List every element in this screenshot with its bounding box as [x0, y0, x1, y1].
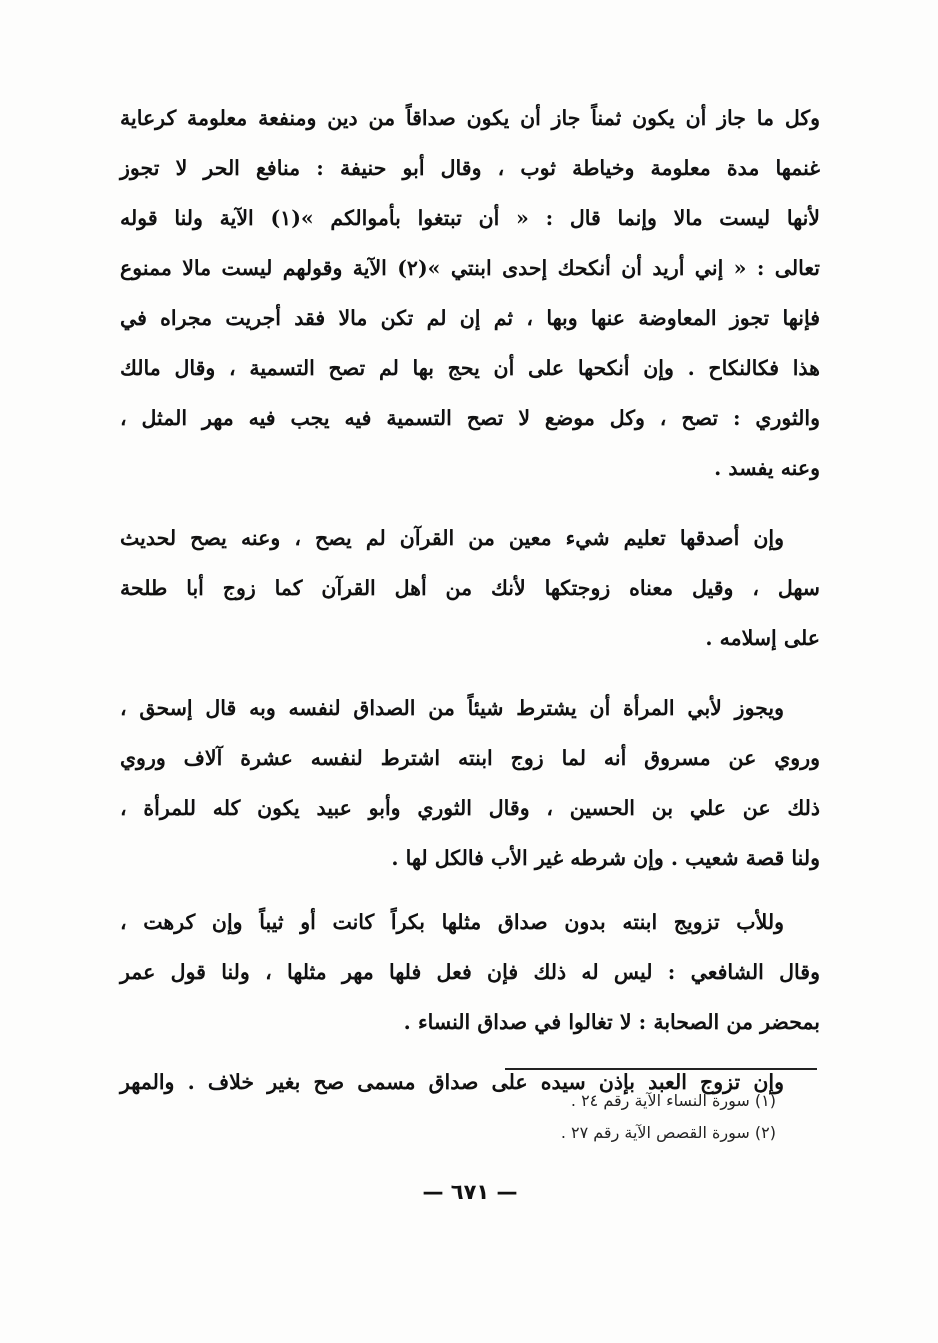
text-line: فإنها تجوز المعاوضة عنها وبها ، ثم إن لم تكن مالا فقد أجريت مجراه في: [120, 306, 820, 330]
text-line: وكل ما جاز أن يكون ثمناً جاز أن يكون صداقاً من دين ومنفعة معلومة كرعاية: [120, 106, 820, 130]
text-line: وللأب تزويج ابنته بدون صداق مثلها بكراً كانت أو ثيباً وإن كرهت ،: [120, 910, 784, 934]
footnotes: [460, 1085, 776, 1149]
text-line: غنمها مدة معلومة وخياطة ثوب ، وقال أبو حنيفة : منافع الحر لا تجوز: [120, 156, 820, 180]
text-line: وإن أصدقها تعليم شيء معين من القرآن لم يصح ، وعنه يصح لحديث: [120, 526, 784, 550]
text-line: تعالى : « إني أريد أن أنكحك إحدى ابنتي »(٢) الآية وقولهم ليست مالا ممنوع: [120, 256, 820, 280]
text-line: وقال الشافعي : ليس له ذلك فإن فعل فلها مهر مثلها ، ولنا قول عمر: [120, 960, 820, 984]
paragraph: [120, 683, 820, 883]
footnote: (٢) سورة القصص الآية رقم ٢٧ .: [560, 1123, 776, 1142]
text-line: ذلك عن علي بن الحسين ، وقال الثوري وأبو عبيد يكون كله للمرأة ،: [120, 796, 820, 820]
paragraph: [120, 513, 820, 663]
footnote-divider: [505, 1068, 817, 1070]
paragraph: [120, 93, 820, 493]
text-line: على إسلامه .: [705, 626, 820, 650]
text-line: سهل ، وقيل معناه زوجتكها لأنك من أهل القرآن كما زوج أبا طلحة: [120, 576, 820, 600]
paragraph: [120, 897, 820, 1047]
text-line: وعنه يفسد .: [714, 456, 820, 480]
text-line: والثوري : تصح ، وكل موضع لا تصح التسمية فيه يجب فيه مهر المثل ،: [120, 406, 820, 430]
text-line: هذا فكالنكاح . وإن أنكحها على أن يحج بها لم تصح التسمية ، وقال مالك: [120, 356, 820, 380]
text-line: بمحضر من الصحابة : لا تغالوا في صداق النساء .: [403, 1010, 820, 1034]
text-line: وإن تزوج العبد بإذن سيده على صداق مسمى صح بغير خلاف . والمهر: [120, 1070, 784, 1094]
page-number: — ٦٧١ —: [422, 1180, 518, 1204]
text-line: ويجوز لأبي المرأة أن يشترط شيئاً من الصداق لنفسه وبه قال إسحق ،: [120, 696, 784, 720]
text-line: لأنها ليست مالا وإنما قال : « أن تبتغوا بأموالكم »(١) الآية ولنا قوله: [120, 206, 820, 230]
footnote: (١) سورة النساء الآية رقم ٢٤ .: [570, 1091, 776, 1110]
text-line: ولنا قصة شعيب . وإن شرطه غير الأب فالكل لها .: [391, 846, 820, 870]
text-line: وروي عن مسروق أنه لما زوج ابنته اشترط لنفسه عشرة آلاف وروي: [120, 746, 820, 770]
main-text: [120, 93, 820, 1107]
